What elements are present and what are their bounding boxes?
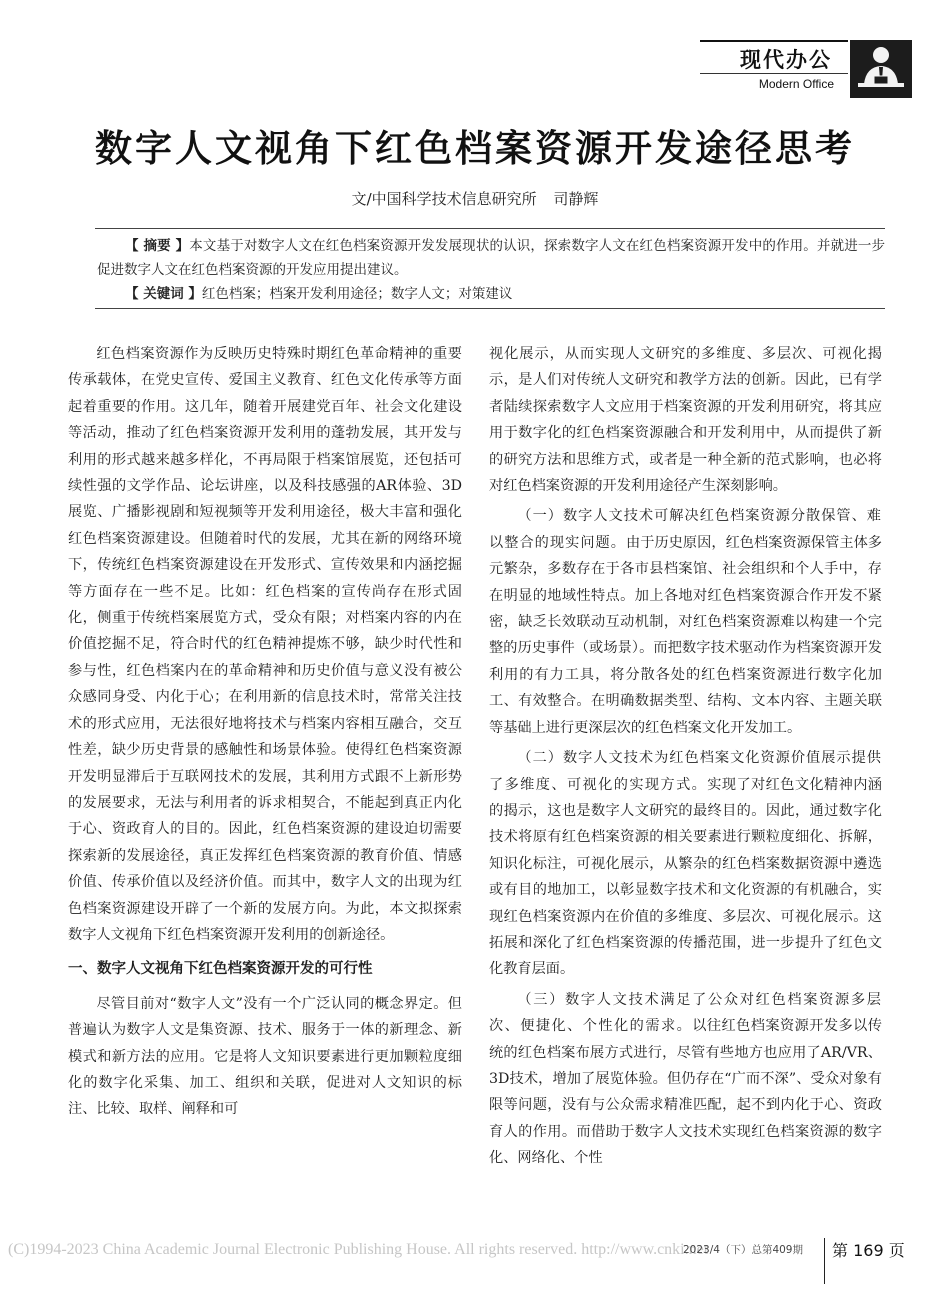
issue-info: 2023/4（下）总第409期: [683, 1244, 803, 1256]
subsection-heading-2: （二）数字人文技术为红色档案文化资源价值展示提供了多维度、可视化的实现方式。: [489, 750, 882, 793]
subsection-3-text: 以往红色档案资源开发多以传统的红色档案布展方式进行，尽管有些地方也应用了AR/VR、3D技术，增加了展览体验。但仍存在“广而不深”、受众对象有限等问题，没有与公众需求精准匹配，起不到内化于心、资政育人的作用。而借助于数字人文技术实现红色档案资源的数字化、网络化、个性: [489, 1018, 882, 1167]
abstract-label: 【 摘要 】: [125, 238, 190, 254]
continued-paragraph: 视化展示，从而实现人文研究的多维度、多层次、可视化揭示，是人们对传统人文研究和教学方法的创新。因此，已有学者陆续探索数字人文应用于档案资源的开发利用研究，将其应用于数字化的红色档案资源融合和开发利用中，从而提供了新的研究方法和思维方式，或者是一种全新的范式影响，也必将对红色档案资源的开发利用途径产生深刻影响。: [489, 346, 882, 495]
byline: [0, 188, 950, 209]
intro-paragraph: 红色档案资源作为反映历史特殊时期红色革命精神的重要传承载体，在党史宣传、爱国主义教育、红色文化传承等方面起着重要的作用。这几年，随着开展建党百年、社会文化建设等活动，推动了红色档案资源开发利用的蓬勃发展，其开发与利用的形式越来越多样化，不再局限于档案馆展览，还包括可续性强的文学作品、论坛讲座，以及科技感强的AR体验、3D展览、广播影视剧和短视频等开发利用途径，极大丰富和强化红色档案资源建设。但随着时代的发展，尤其在新的网络环境下，传统红色档案资源建设在开发形式、宣传效果和内涵挖掘等方面存在一些不足。比如：红色档案的宣传尚存在形式固化，侧重于传统档案展览方式，受众有限；对档案内容的内在价值挖掘不足，符合时代的红色精神提炼不够，缺少时代性和参与性，红色档案内在的革命精神和历史价值与意义没有被公众感同身受、内化于心；在利用新的信息技术时，常常关注技术的形式应用，无法很好地将技术与档案内容相互融合，交互性差，缺少历史背景的感触性和场景体验。使得红色档案资源开发明显滞后于互联网技术的发展，其利用方式跟不上新形势的发展要求，无法与利用者的诉求相契合，不能起到真正内化于心、资政育人的目的。因此，红色档案资源的建设迫切需要探索新的发展途径，真正发挥红色档案资源的教育价值、情感价值、传承价值以及经济价值。而其中，数字人文的出现为红色档案资源建设开辟了一个新的发展方向。为此，本文拟探索数字人文视角下红色档案资源开发利用的创新途径。: [68, 346, 462, 943]
abstract-rule-top: [95, 228, 885, 229]
footer-divider: [824, 1238, 825, 1284]
subsection-heading-3: （三）数字人文技术满足了公众对红色档案资源多层次、便捷化、个性化的需求。: [489, 991, 882, 1035]
author-affiliation: 文/中国科学技术信息研究所: [351, 190, 537, 208]
subsection-1-text: 由于历史原因，红色档案资源保管主体多元繁杂，多数存在于各市县档案馆、社会组织和个人手中，存在明显的地域性特点。加上各地对红色档案资源合作开发不紧密，缺乏长效联动互动机制，对红色档案资源难以构建一个完整的历史事件（或场景）。而把数字技术驱动作为档案资源开发利用的有力工具，将分散各处的红色档案资源进行数字化加工、有效整合。在明确数据类型、结构、文本内容、主题关联等基础上进行更深层次的红色档案文化开发加工。: [489, 534, 882, 736]
subsection-1-paragraph: [489, 503, 882, 741]
keywords-label: 【 关键词 】: [125, 286, 202, 302]
section-title-cn: 现代办公: [740, 48, 832, 72]
keywords-paragraph: [97, 282, 885, 306]
body-column-left: [68, 341, 462, 1123]
body-column-right: [489, 341, 882, 1172]
keywords-text: 红色档案；档案开发利用途径；数字人文；对策建议: [201, 286, 513, 302]
abstract-paragraph: [97, 234, 885, 282]
section-title-en: Modern Office: [758, 77, 834, 91]
subsection-heading-1: （一）数字人文技术可解决红色档案资源分散保管、难以整合的现实问题。: [489, 508, 882, 551]
author-name: 司静辉: [553, 190, 599, 208]
abstract-rule-bottom: [95, 308, 885, 309]
abstract-block: [97, 234, 885, 306]
feasibility-paragraph: 尽管目前对“数字人文”没有一个广泛认同的概念界定。但普遍认为数字人文是集资源、技术、服务于一体的新理念、新模式和新方法的应用。它是将人文知识要素进行更加颗粒度细化的数字化采集、加工、组织和关联，促进对人文知识的标注、比较、取样、阐释和可: [68, 995, 462, 1118]
header-rule: [700, 73, 848, 74]
header-top-rule: [700, 40, 848, 42]
subsection-3-paragraph: [489, 987, 882, 1172]
subsection-2-text: 实现了对红色文化精神内涵的揭示，这也是数字人文研究的最终目的。因此，通过数字化技术将原有红色档案资源的相关要素进行颗粒度细化、拆解，知识化标注，可视化展示，从繁杂的红色档案数据资源中遴选或有目的地加工，以彰显数字技术和文化资源的有机融合，实现红色档案资源内在价值的多维度、多层次、可视化展示。这拓展和深化了红色档案资源的传播范围，进一步提升了红色文化教育层面。: [489, 776, 882, 978]
office-worker-icon: [850, 40, 912, 98]
section-heading-1: 一、数字人文视角下红色档案资源开发的可行性: [68, 961, 373, 978]
copyright-watermark: (C)1994-2023 China Academic Journal Electronic Publishing House. All rights reserved. http://www.cnki.net: [8, 1241, 709, 1258]
subsection-2-paragraph: [489, 745, 882, 983]
abstract-text: 本文基于对数字人文在红色档案资源开发发展现状的认识，探索数字人文在红色档案资源开发中的作用。并就进一步促进数字人文在红色档案资源的开发应用提出建议。: [97, 238, 886, 278]
article-title: 数字人文视角下红色档案资源开发途径思考: [95, 127, 855, 170]
page-number: 第 169 页: [832, 1241, 905, 1260]
